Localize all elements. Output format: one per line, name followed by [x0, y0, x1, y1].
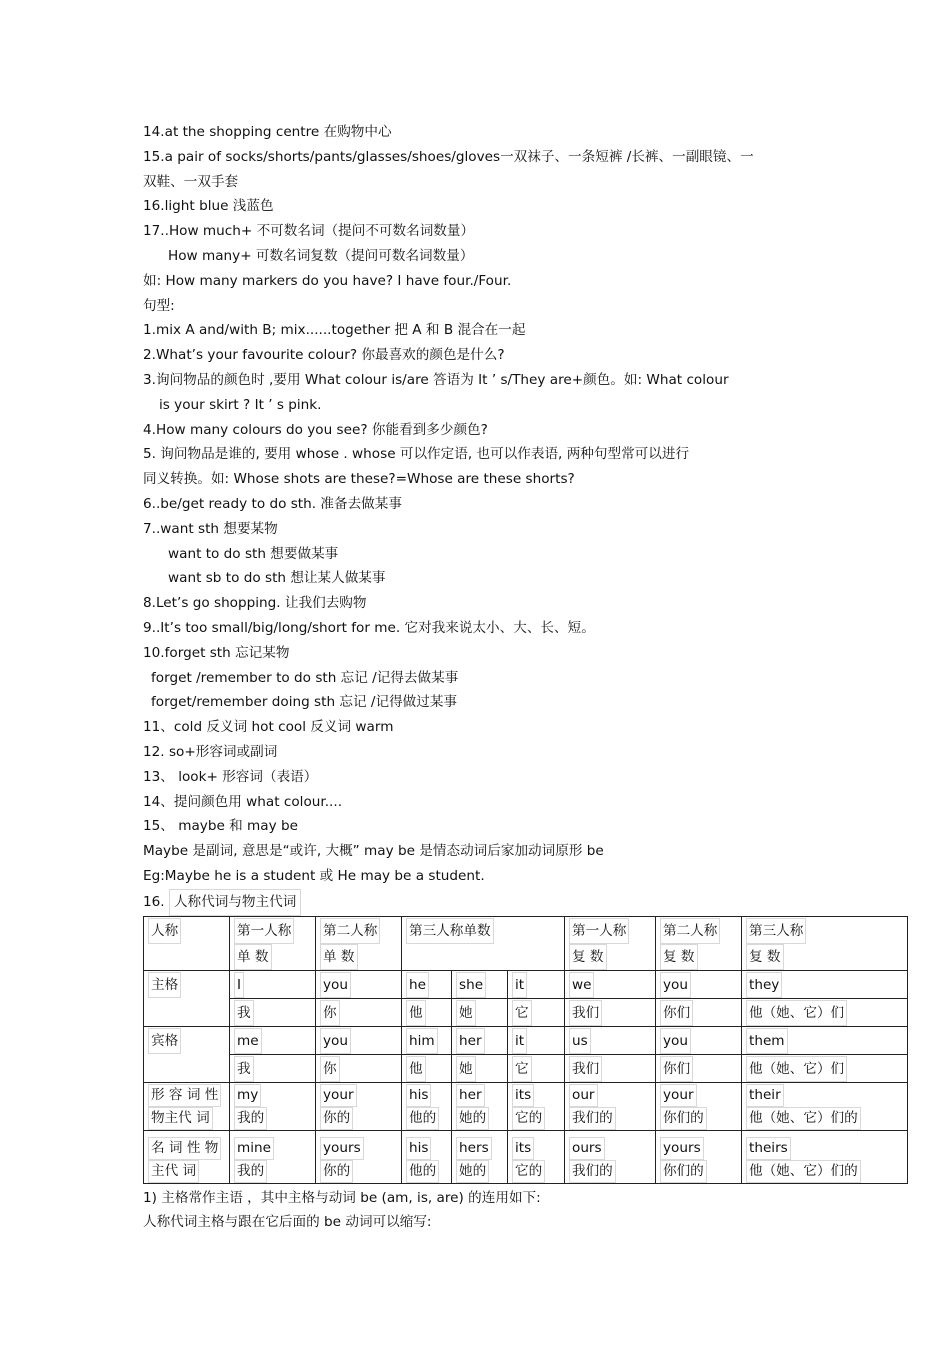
text-line: 7..want sth 想要某物 [143, 520, 278, 537]
text-line: 16.light blue 浅蓝色 [143, 198, 274, 215]
table-cell: it [508, 1026, 565, 1054]
text-line: want to do sth 想要做某事 [168, 545, 339, 562]
table-cell: 你 [316, 1054, 402, 1082]
text-line: 双鞋、一双手套 [143, 173, 239, 190]
text-line: 12. so+形容词或副词 [143, 743, 278, 760]
table-cell: her [452, 1026, 508, 1054]
table-cell: they [742, 970, 908, 998]
table-row [144, 1082, 908, 1130]
table-cell: yours 你们的 [656, 1130, 742, 1183]
table-cell: I [230, 970, 316, 998]
text-line: How many+ 可数名词复数（提问可数名词数量） [168, 247, 474, 264]
table-cell: theirs 他（她、它）们的 [742, 1130, 908, 1183]
table-cell: our 我们的 [565, 1082, 656, 1130]
text-line: 同义转换。如: Whose shots are these?=Whose are these shorts? [143, 471, 575, 488]
table-cell: his 他的 [402, 1082, 452, 1130]
table-row [144, 998, 908, 1026]
table-cell: 你们 [656, 1054, 742, 1082]
table-cell: 他（她、它）们 [742, 1054, 908, 1082]
table-cell: its 它的 [508, 1130, 565, 1183]
table-cell: my 我的 [230, 1082, 316, 1130]
text-line: forget /remember to do sth 忘记 /记得去做某事 [151, 669, 459, 686]
table-cell: you [656, 1026, 742, 1054]
table-row [144, 1054, 908, 1082]
header-cell: 第一人称 单 数 [230, 916, 316, 970]
table-cell: him [402, 1026, 452, 1054]
text-line: 3.询问物品的颜色时 ,要用 What colour is/are 答语为 It ’ s/They are+颜色。如: What colour [143, 371, 729, 388]
table-cell: 我们 [565, 1054, 656, 1082]
header-cell: 第二人称 单 数 [316, 916, 402, 970]
table-cell: ours 我们的 [565, 1130, 656, 1183]
header-cell: 第一人称 复 数 [565, 916, 656, 970]
text-line: 13、 look+ 形容词（表语） [143, 768, 318, 785]
table-cell: 我 [230, 1054, 316, 1082]
table-row [144, 1026, 908, 1054]
table-cell: your 你们的 [656, 1082, 742, 1130]
row-label: 主格 [144, 970, 230, 1026]
table-header-row [144, 916, 908, 970]
table-cell: his 他的 [402, 1130, 452, 1183]
text-line: 6..be/get ready to do sth. 准备去做某事 [143, 495, 402, 512]
table-cell: you [316, 1026, 402, 1054]
table-cell: it [508, 970, 565, 998]
header-cell: 第二人称 复 数 [656, 916, 742, 970]
table-cell: their 他（她、它）们的 [742, 1082, 908, 1130]
row-label: 宾格 [144, 1026, 230, 1082]
table-cell: 它 [508, 1054, 565, 1082]
text-line: 11、cold 反义词 hot cool 反义词 warm [143, 719, 394, 736]
table-cell: we [565, 970, 656, 998]
table-cell: me [230, 1026, 316, 1054]
text-line: 14、提问颜色用 what colour.... [143, 793, 343, 810]
text-line: 5. 询问物品是谁的, 要用 whose . whose 可以作定语, 也可以作表语, 两种句型常可以进行 [143, 446, 690, 463]
table-cell: 你们 [656, 998, 742, 1026]
header-cell: 第三人称 复 数 [742, 916, 908, 970]
table-cell: them [742, 1026, 908, 1054]
table-cell: 他（她、它）们 [742, 998, 908, 1026]
table-row [144, 1130, 908, 1183]
text-line: 1) 主格常作主语 ，其中主格与动词 be (am, is, are) 的连用如下: [143, 1189, 541, 1206]
table-cell: 他 [402, 998, 452, 1026]
text-line: 1.mix A and/with B; mix......together 把 A 和 B 混合在一起 [143, 322, 526, 339]
table-cell: you [316, 970, 402, 998]
text-line: is your skirt ? It ’ s pink. [159, 396, 322, 413]
text-line: 15.a pair of socks/shorts/pants/glasses/shoes/gloves一双袜子、一条短裤 /长裤、一副眼镜、一 [143, 148, 754, 165]
text-line: 4.How many colours do you see? 你能看到多少颜色? [143, 421, 488, 438]
text-line: 14.at the shopping centre 在购物中心 [143, 124, 392, 140]
table-title [143, 889, 913, 914]
table-cell: 我们 [565, 998, 656, 1026]
pronoun-table [143, 916, 908, 1184]
table-title-number: 16. [143, 893, 165, 910]
table-cell: you [656, 970, 742, 998]
table-cell: 她 [452, 1054, 508, 1082]
table-cell: 你 [316, 998, 402, 1026]
text-line: 人称代词主格与跟在它后面的 be 动词可以缩写: [143, 1214, 432, 1231]
table-cell: us [565, 1026, 656, 1054]
text-line: 15、 maybe 和 may be [143, 818, 298, 835]
table-cell: he [402, 970, 452, 998]
text-line: 9..It’s too small/big/long/short for me. 它对我来说太小、大、长、短。 [143, 619, 595, 636]
header-cell: 第三人称单数 [402, 916, 565, 970]
row-label: 形 容 词 性 物主代 词 [144, 1082, 230, 1130]
table-cell: 它 [508, 998, 565, 1026]
table-row [144, 970, 908, 998]
table-cell: your 你的 [316, 1082, 402, 1130]
table-title-text: 人称代词与物主代词 [169, 889, 301, 916]
text-line: Maybe 是副词, 意思是“或许, 大概” may be 是情态动词后家加动词原形 be [143, 843, 604, 860]
text-line: 8.Let’s go shopping. 让我们去购物 [143, 595, 367, 612]
text-line: 10.forget sth 忘记某物 [143, 644, 290, 661]
text-line: 2.What’s your favourite colour? 你最喜欢的颜色是什么? [143, 347, 505, 364]
text-line: Eg:Maybe he is a student 或 He may be a student. [143, 867, 485, 884]
table-cell: 我 [230, 998, 316, 1026]
text-line: 17..How much+ 不可数名词（提问不可数名词数量） [143, 223, 475, 240]
table-cell: she [452, 970, 508, 998]
table-cell: 他 [402, 1054, 452, 1082]
table-cell: her 她的 [452, 1082, 508, 1130]
document-page [143, 120, 913, 1235]
table-cell: mine 我的 [230, 1130, 316, 1183]
text-line: want sb to do sth 想让某人做某事 [168, 570, 386, 587]
table-cell: its 它的 [508, 1082, 565, 1130]
table-cell: 她 [452, 998, 508, 1026]
text-line: forget/remember doing sth 忘记 /记得做过某事 [151, 694, 458, 711]
header-cell: 人称 [144, 916, 230, 970]
row-label: 名 词 性 物 主代 词 [144, 1130, 230, 1183]
text-line: 句型: [143, 297, 175, 314]
table-cell: hers 她的 [452, 1130, 508, 1183]
text-line: 如: How many markers do you have? I have four./Four. [143, 272, 512, 289]
table-cell: yours 你的 [316, 1130, 402, 1183]
